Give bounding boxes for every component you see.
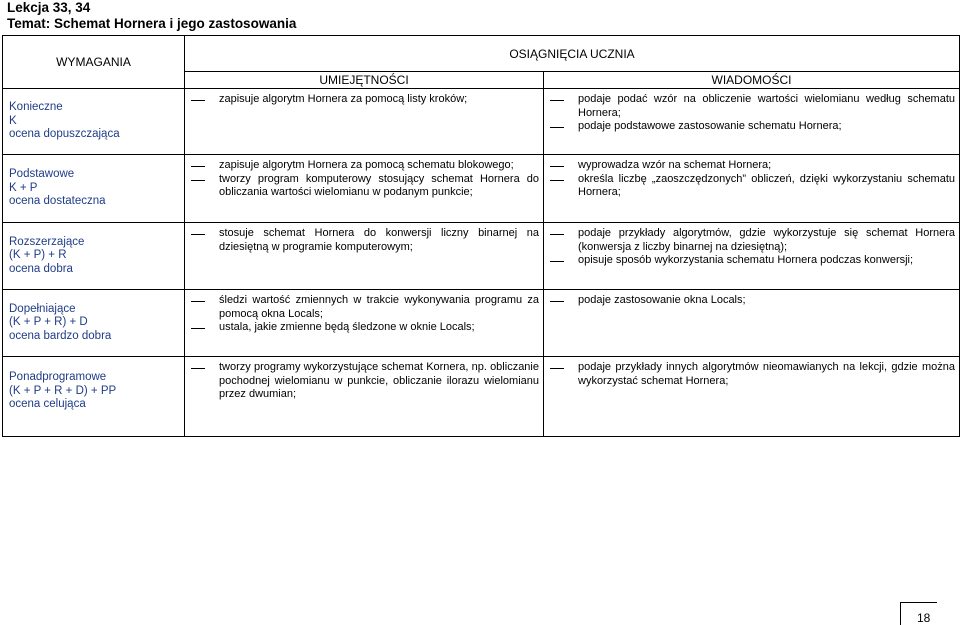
- knowledge-header: WIADOMOŚCI: [544, 72, 960, 89]
- list-item: zapisuje algorytm Hornera za pomocą schematu blokowego;: [185, 159, 539, 173]
- knowledge-cell: [544, 223, 960, 290]
- level-code: K: [9, 114, 17, 127]
- list-item: podaje przykłady algorytmów, gdzie wykorzystuje się schemat Hornera (konwersja z liczby binarnej na dziesiętną);: [544, 227, 955, 254]
- knowledge-cell: [544, 290, 960, 357]
- knowledge-cell: [544, 89, 960, 155]
- level-code: (K + P) + R: [9, 249, 67, 262]
- list-item: śledzi wartość zmiennych w trakcie wykonywania programu za pomocą okna Locals;: [185, 294, 539, 321]
- list-item: tworzy program komputerowy stosujący schemat Hornera do obliczania wartości wielomianu w podanym punkcie;: [185, 173, 539, 200]
- requirements-table: [2, 35, 960, 437]
- table-row: [3, 290, 960, 357]
- table-row: [3, 357, 960, 437]
- skills-cell: [185, 155, 544, 223]
- list-item: podaje podstawowe zastosowanie schematu Hornera;: [544, 120, 955, 134]
- skills-cell: [185, 223, 544, 290]
- list-item: stosuje schemat Hornera do konwersji liczny binarnej na dziesiętną w programie komputerowym;: [185, 227, 539, 254]
- skills-cell: [185, 89, 544, 155]
- level-code: K + P: [9, 181, 38, 194]
- list-item: podaje zastosowanie okna Locals;: [544, 294, 955, 308]
- knowledge-cell: [544, 357, 960, 437]
- level-name: Podstawowe: [9, 168, 75, 181]
- page-number: 18: [917, 611, 931, 625]
- skills-cell: [185, 290, 544, 357]
- level-name: Dopełniające: [9, 302, 76, 315]
- table-row: [3, 155, 960, 223]
- level-name: Konieczne: [9, 101, 63, 114]
- list-item: zapisuje algorytm Hornera za pomocą listy kroków;: [185, 93, 539, 107]
- skills-cell: [185, 357, 544, 437]
- table-row: [3, 89, 960, 155]
- list-item: podaje przykłady innych algorytmów nieomawianych na lekcji, gdzie można wykorzystać schemat Hornera;: [544, 361, 955, 388]
- table-row: [3, 223, 960, 290]
- lesson-topic: Temat: Schemat Hornera i jego zastosowania: [7, 16, 297, 31]
- level-cell: [3, 357, 185, 437]
- level-cell: [3, 223, 185, 290]
- knowledge-cell: [544, 155, 960, 223]
- level-cell: [3, 89, 185, 155]
- list-item: wyprowadza wzór na schemat Hornera;: [544, 159, 955, 173]
- list-item: ustala, jakie zmienne będą śledzone w oknie Locals;: [185, 321, 539, 335]
- level-grade: ocena dostateczna: [9, 195, 106, 208]
- level-cell: [3, 290, 185, 357]
- level-name: Ponadprogramowe: [9, 371, 107, 383]
- list-item: opisuje sposób wykorzystania schematu Hornera podczas konwersji;: [544, 254, 955, 268]
- level-grade: ocena dobra: [9, 262, 73, 275]
- requirements-header: WYMAGANIA: [3, 36, 185, 89]
- level-name: Rozszerzające: [9, 235, 85, 248]
- level-grade: ocena celująca: [9, 398, 86, 410]
- list-item: podaje podać wzór na obliczenie wartości wielomianu według schematu Hornera;: [544, 93, 955, 120]
- achievements-header: OSIĄGNIĘCIA UCZNIA: [185, 36, 960, 72]
- level-grade: ocena bardzo dobra: [9, 329, 112, 342]
- level-code: (K + P + R) + D: [9, 316, 88, 329]
- list-item: tworzy programy wykorzystujące schemat Kornera, np. obliczanie pochodnej wielomianu w punkcie, obliczanie ilorazu wielomianu przez dwumian;: [185, 361, 539, 402]
- level-grade: ocena dopuszczająca: [9, 128, 120, 141]
- lesson-number: Lekcja 33, 34: [7, 0, 91, 15]
- level-code: (K + P + R + D) + PP: [9, 384, 117, 397]
- list-item: określa liczbę „zaoszczędzonych” obliczeń, dzięki wykorzystaniu schematu Hornera;: [544, 173, 955, 200]
- level-cell: [3, 155, 185, 223]
- skills-header: UMIEJĘTNOŚCI: [185, 72, 544, 89]
